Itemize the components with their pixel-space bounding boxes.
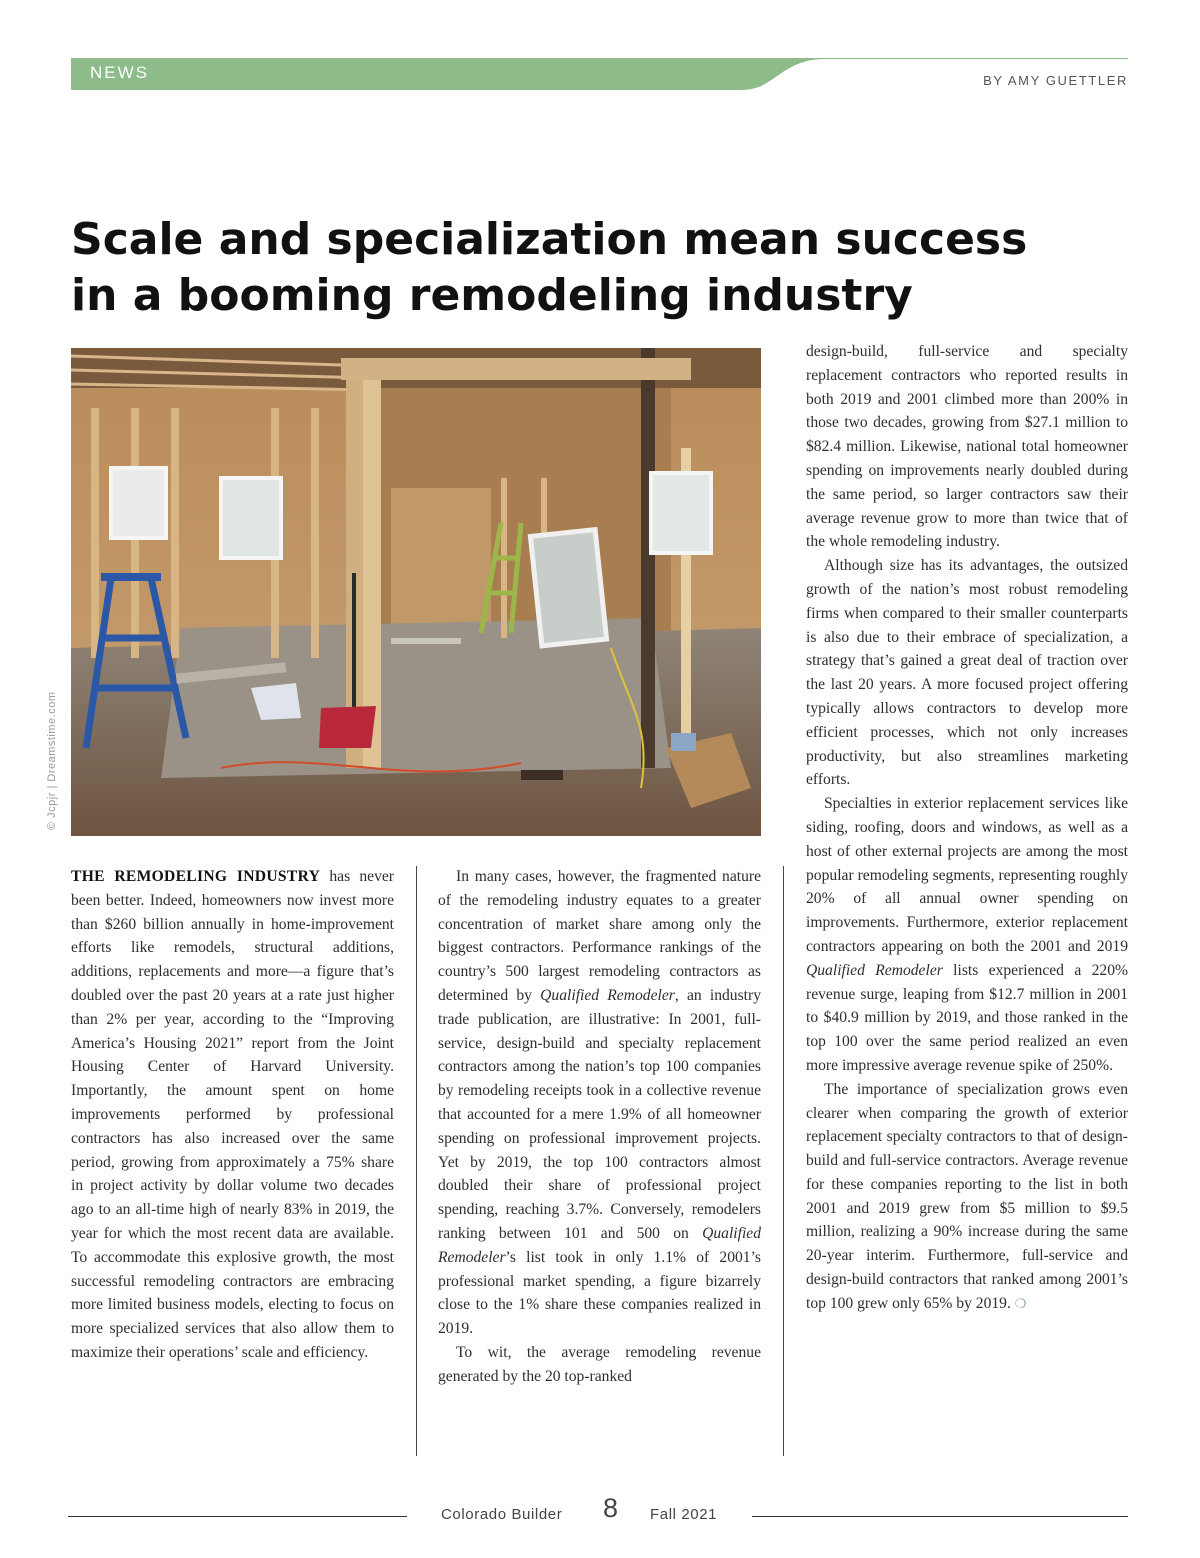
paragraph	[806, 792, 1128, 1078]
article-column-3	[806, 340, 1128, 1316]
footer-issue: Fall 2021	[650, 1506, 718, 1523]
article-headline	[71, 212, 1051, 324]
paragraph: Although size has its advantages, the outsized growth of the nation’s most robust remodeling firms when compared to their smaller counterparts is also due to their embrace of specialization, a strategy that’s gained a great deal of traction over the last 20 years. A more focused project offering typically allows contractors to develop more efficient processes, which not only increases productivity, but also streamlines marketing efforts.	[806, 557, 1128, 789]
author-byline: BY AMY GUETTLER	[983, 73, 1128, 88]
photo-credit: © Jcpjr | Dreamstime.com	[46, 691, 58, 830]
lead-in: THE REMODELING INDUSTRY	[71, 868, 321, 885]
paragraph-text: has never been better. Indeed, homeowners now invest more than $260 billion annually in home-improvement efforts like remodels, structural additions, additions, replacements and more—a figure that’s doubled over the past 20 years at a rate just higher than 2% per year, according to the “Improving America’s Housing 2021” report from the Joint Housing Center of Harvard University. Importantly, the amount spent on home improvements performed by professional contractors has also increased over the same period, growing from approximately a 75% share in project activity by dollar volume two decades ago to an all-time high of nearly 83% in 2019, the year for which the most recent data are available. To accommodate this explosive growth, the most successful remodeling contractors are embracing more limited business models, electing to focus on more specialized services that also allow them to maximize their operations’ scale and efficiency.	[71, 868, 394, 1361]
header-band-shape	[71, 58, 1128, 92]
publication-name: Qualified Remodeler	[806, 961, 943, 979]
paragraph-text: The importance of specialization grows even clearer when comparing the growth of exterior replacement specialty contractors to that of design-build and full-service contractors. Average revenue for these companies reporting to the list in both 2001 and 2019 grew from $5 million to $9.5 million, realizing a 90% increase during the same 20-year interim. Furthermore, full-service and design-build contractors that ranked among 2001’s top 100 grew only 65% by 2019.	[806, 1080, 1128, 1312]
section-label: NEWS	[90, 63, 149, 82]
section-header-band	[71, 58, 1128, 92]
page-number: 8	[603, 1493, 619, 1523]
column-divider	[783, 866, 784, 1456]
article-column-1	[71, 865, 394, 1365]
publication-name: Qualified Remodeler	[438, 1224, 761, 1266]
headline-line-2: in a booming remodeling industry	[71, 270, 913, 321]
paragraph	[806, 1078, 1128, 1316]
paragraph	[438, 865, 761, 1341]
article-photo	[71, 348, 761, 836]
paragraph: design-build, full-service and specialty replacement contractors who reported results in both 2019 and 2001 climbed more than 200% in those two decades, growing from $27.1 million to $82.4 million. Likewise, national total homeowner spending on improvements nearly doubled during the same period, so larger contractors saw their average revenue grow to more than twice that of the whole remodeling industry.	[806, 343, 1128, 551]
column-divider	[416, 866, 417, 1456]
footer-publication: Colorado Builder	[441, 1506, 563, 1523]
end-mark-icon: ❍	[1014, 1295, 1027, 1311]
article-column-2	[438, 865, 761, 1389]
paragraph-text: ’s list took in only 1.1% of 2001’s professional market spending, a figure bizarrely close to the 1% share these companies realized in 2019.	[438, 1248, 761, 1338]
paragraph-text: In many cases, however, the fragmented nature of the remodeling industry equates to a greater concentration of market share among only the biggest contractors. Performance rankings of the country’s 500 largest remodeling contractors as determined by	[438, 868, 761, 1004]
paragraph-text: lists experienced a 220% revenue surge, leaping from $12.7 million in 2001 to $40.9 million by 2019, and those ranked in the top 100 over the same period realized an even more impressive average revenue spike of 250%.	[806, 961, 1128, 1074]
headline-line-1: Scale and specialization mean success	[71, 214, 1028, 265]
paragraph-text: Specialties in exterior replacement services like siding, roofing, doors and windows, as well as a host of other external projects are among the most popular remodeling segments, representing roughly 20% of all annual owner spending on improvements. Furthermore, exterior replacement contractors appearing on both the 2001 and 2019	[806, 795, 1128, 955]
construction-interior-photo	[71, 348, 761, 836]
footer-rule-right	[752, 1516, 1128, 1517]
paragraph: To wit, the average remodeling revenue generated by the 20 top-ranked	[438, 1343, 761, 1385]
publication-name: Qualified Remodeler	[540, 986, 675, 1004]
paragraph	[71, 865, 394, 1365]
footer-rule-left	[68, 1516, 407, 1517]
paragraph-text: , an industry trade publication, are illustrative: In 2001, full-service, design-build and specialty replacement contractors among the nation’s top 100 companies by remodeling receipts took in a collective revenue that accounted for a mere 1.9% of all homeowner spending on professional improvement projects. Yet by 2019, the top 100 contractors almost doubled their share of professional project spending, reaching 3.7%. Conversely, remodelers ranking between 101 and 500 on	[438, 986, 761, 1242]
